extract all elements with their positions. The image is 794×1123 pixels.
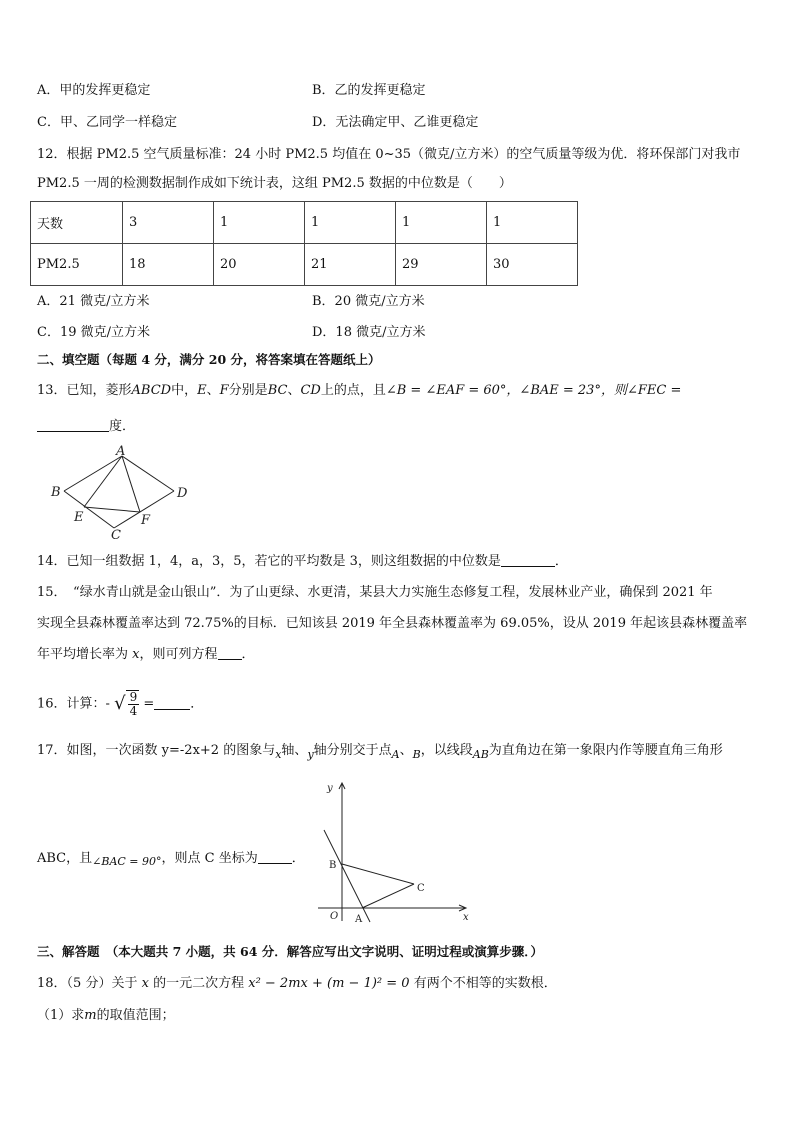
segment-af: [122, 456, 140, 512]
fraction-numerator: 9: [129, 690, 138, 704]
label-e: E: [74, 510, 84, 525]
rhombus-side-ad: [122, 456, 174, 491]
q18-text: （1）求: [37, 1008, 85, 1023]
q13-condition: B = ∠EAF = 60°，∠BAE = 23°，则∠FEC =: [396, 383, 682, 398]
table-cell: 20: [214, 244, 305, 286]
answer-blank: [37, 417, 109, 432]
q18-equation: x² − 2mx + (m − 1)² = 0: [248, 976, 410, 991]
q18-text: 有两个不相等的实数根．: [413, 976, 557, 991]
q12-stem-line2: PM2.5 一周的检测数据制作成如下统计表，这组 PM2.5 数据的中位数是（ ）: [37, 176, 512, 191]
q18-text: 的一元二次方程: [153, 976, 245, 991]
q18-text: 的取值范围；: [96, 1008, 175, 1023]
q13-text: 、: [206, 383, 220, 398]
label-f: F: [141, 513, 151, 528]
q16-equals: =: [143, 696, 155, 712]
q13-answer-line: [37, 417, 135, 437]
q17-text: 轴分别交于点: [313, 743, 392, 758]
q13-text: 13．已知，菱形: [37, 383, 132, 398]
q12-option-c: C．19 微克/立方米: [37, 325, 151, 340]
answer-blank: [258, 849, 292, 864]
table-cell: 18: [123, 244, 214, 286]
q15-tail: ．: [241, 647, 255, 662]
segment-bc: [342, 864, 414, 884]
section3-heading: 三、解答题 （本大题共 7 小题，共 64 分．解答应写出文字说明、证明过程或演算步骤．）: [37, 944, 544, 959]
q11-option-b: B．乙的发挥更稳定: [312, 83, 426, 98]
q11-option-d: D．无法确定甲、乙谁更稳定: [312, 115, 479, 130]
table-cell: PM2.5: [31, 244, 123, 286]
q13-bc: BC: [267, 383, 288, 398]
q12-stem-line1: 12．根据 PM2.5 空气质量标准：24 小时 PM2.5 均值在 0~35（微克/立方米）的空气质量等级为优．将环保部门对我市: [37, 147, 741, 162]
q13-text: 中，: [171, 383, 198, 398]
q18-stem: [37, 974, 557, 994]
q17-b: B: [412, 748, 421, 761]
q18-m: m: [84, 1008, 97, 1023]
q18-x: x: [141, 976, 149, 991]
q17-ab: AB: [472, 748, 489, 761]
q12-option-a: A．21 微克/立方米: [37, 294, 150, 309]
q13-cd: CD: [300, 383, 321, 398]
q14-text: 14．已知一组数据 1，4，a，3，5，若它的平均数是 3，则这组数据的中位数是: [37, 554, 501, 569]
q13-text: 上的点，且∠: [320, 383, 397, 398]
table-cell: 29: [396, 244, 487, 286]
q13-stem: [37, 381, 681, 401]
table-cell: 1: [305, 202, 396, 244]
q15-line3: [37, 645, 255, 665]
q11-option-c: C．甲、乙同学一样稳定: [37, 115, 177, 130]
q17-line1: [37, 741, 723, 765]
label-b: B: [329, 860, 337, 871]
sqrt-sign: √: [114, 693, 126, 714]
q15-line2: 实现全县森林覆盖率达到 72.75%的目标．已知该县 2019 年全县森林覆盖率为 69.05%，设从 2019 年起该县森林覆盖率: [37, 616, 748, 631]
segment-ae: [84, 456, 122, 507]
q17-text: 为直角边在第一象限内作等腰直角三角形: [488, 743, 723, 758]
q17-text: 17．如图，一次函数 y=-2x+2 的图象与: [37, 743, 276, 758]
q13-abcd: ABCD: [131, 383, 172, 398]
q16-tail: ．: [190, 696, 204, 712]
table-cell: 天数: [31, 202, 123, 244]
q16-text: 16．计算：-: [37, 696, 110, 712]
q17-x: x: [275, 748, 282, 761]
label-a: A: [355, 914, 363, 925]
answer-blank: [154, 695, 190, 710]
answer-blank: [218, 645, 242, 660]
q18-text: 18．（5 分）关于: [37, 976, 138, 991]
label-c: C: [417, 883, 425, 894]
q13-e: E: [197, 383, 207, 398]
fraction-denominator: 4: [129, 704, 138, 718]
q17-y: y: [307, 748, 314, 761]
answer-blank: [501, 552, 555, 567]
q15-text: ，则可列方程: [139, 647, 218, 662]
table-row: [31, 244, 578, 286]
q16-stem: [37, 690, 203, 718]
label-c: C: [111, 528, 121, 540]
q15-var-x: x: [132, 647, 140, 662]
rhombus-figure: [46, 444, 196, 540]
pm25-table: [30, 201, 578, 286]
q12-option-d: D．18 微克/立方米: [312, 325, 426, 340]
table-cell: 30: [487, 244, 578, 286]
fraction: [128, 691, 140, 718]
table-cell: 1: [396, 202, 487, 244]
segment-ef: [84, 507, 140, 512]
table-cell: 3: [123, 202, 214, 244]
q17-text: ABC，且: [37, 851, 93, 866]
q15-text: 年平均增长率为: [37, 647, 129, 662]
q14-stem: [37, 552, 568, 572]
q17-text: ，以线段: [420, 743, 473, 758]
q17-line2: [37, 849, 305, 872]
q18-sub1: [37, 1006, 175, 1026]
q11-option-a: A．甲的发挥更稳定: [37, 83, 151, 98]
table-row: [31, 202, 578, 244]
q15-line1: 15． “绿水青山就是金山银山”．为了山更绿、水更清，某县大力实施生态修复工程，发展林业产业，确保到 2021 年: [37, 585, 713, 600]
q17-angle: ∠BAC = 90°: [92, 855, 162, 868]
label-a: A: [116, 444, 126, 459]
coordinate-figure: [310, 778, 475, 928]
q13-tail: 度．: [109, 419, 136, 434]
q13-text: 、: [287, 383, 301, 398]
q13-text: 分别是: [228, 383, 268, 398]
sqrt-radicand: [126, 690, 140, 718]
table-cell: 21: [305, 244, 396, 286]
label-y: y: [327, 783, 333, 794]
q17-text: 、: [399, 743, 413, 758]
q17-text: 轴、: [281, 743, 308, 758]
section2-heading: 二、填空题（每题 4 分，满分 20 分，将答案填在答题纸上）: [37, 352, 381, 367]
rhombus-side-ab: [64, 456, 122, 491]
segment-ca: [362, 884, 414, 908]
table-cell: 1: [214, 202, 305, 244]
table-cell: 1: [487, 202, 578, 244]
q13-f: F: [219, 383, 229, 398]
label-b: B: [51, 485, 61, 500]
q14-tail: ．: [554, 554, 568, 569]
q17-a: A: [391, 748, 400, 761]
q17-text: ，则点 C 坐标为: [161, 851, 258, 866]
label-origin: O: [330, 911, 339, 922]
label-x: x: [463, 912, 469, 923]
label-d: D: [177, 486, 188, 501]
q17-tail: ．: [291, 851, 305, 866]
q12-option-b: B．20 微克/立方米: [312, 294, 425, 309]
